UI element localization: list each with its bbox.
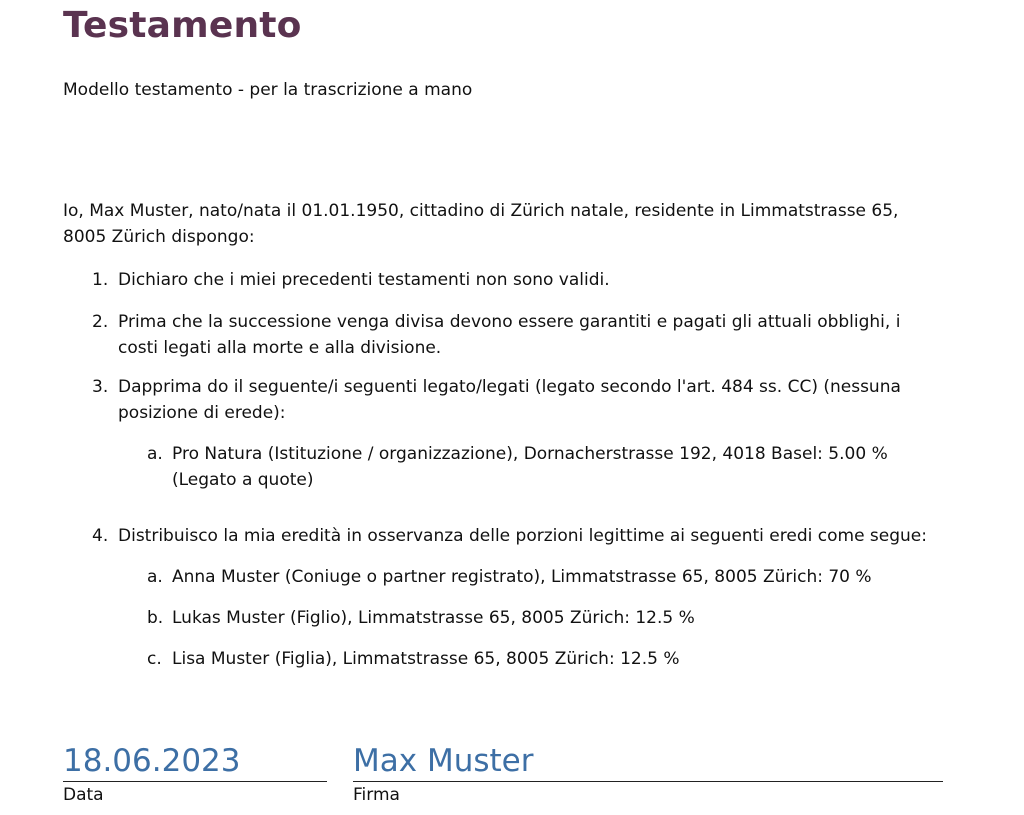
clause-2 (92, 309, 942, 361)
clause-1 (92, 267, 942, 293)
clause-4-sub-a (147, 564, 907, 590)
date-label: Data (63, 785, 104, 805)
name-signature-line (353, 781, 943, 782)
document-title: Testamento (63, 5, 302, 46)
clause-number: 3. (92, 377, 109, 397)
sub-clause-letter: b. (147, 608, 164, 628)
clause-number: 1. (92, 270, 109, 290)
clause-3-sub-a (147, 441, 907, 493)
clause-text: Dapprima do il seguente/i seguenti legato/legati (legato secondo l'art. 484 ss. CC) (nessuna posizione di erede): (118, 377, 901, 423)
clause-text: Prima che la successione venga divisa devono essere garantiti e pagati gli attuali obblighi, i costi legati alla morte e alla divisione. (118, 312, 901, 358)
signature-label: Firma (353, 785, 400, 805)
sub-clause-letter: c. (147, 649, 162, 669)
clause-4-sub-c (147, 646, 907, 672)
sub-clause-letter: a. (147, 567, 163, 587)
clause-text: Dichiaro che i miei precedenti testamenti non sono validi. (118, 270, 610, 290)
signature-date-value: 18.06.2023 (63, 743, 241, 779)
sub-clause-text: Anna Muster (Coniuge o partner registrato), Limmatstrasse 65, 8005 Zürich: 70 % (172, 567, 872, 587)
clause-number: 2. (92, 312, 109, 332)
date-signature-line (63, 781, 327, 782)
sub-clause-text: Lisa Muster (Figlia), Limmatstrasse 65, 8005 Zürich: 12.5 % (172, 649, 680, 669)
sub-clause-text: Lukas Muster (Figlio), Limmatstrasse 65, 8005 Zürich: 12.5 % (172, 608, 695, 628)
intro-paragraph: Io, Max Muster, nato/nata il 01.01.1950, cittadino di Zürich natale, residente in Limmatstrasse 65, 8005 Zürich dispongo: (63, 201, 899, 247)
document-subtitle: Modello testamento - per la trascrizione a mano (63, 80, 473, 100)
clause-4 (92, 523, 942, 549)
clause-text: Distribuisco la mia eredità in osservanza delle porzioni legittime ai seguenti eredi come segue: (118, 526, 927, 546)
sub-clause-letter: a. (147, 444, 163, 464)
signature-name-value: Max Muster (353, 743, 534, 779)
clause-number: 4. (92, 526, 109, 546)
clause-3 (92, 374, 942, 426)
clause-4-sub-b (147, 605, 907, 631)
sub-clause-text: Pro Natura (Istituzione / organizzazione), Dornacherstrasse 192, 4018 Basel: 5.00 % (Legato a quote) (172, 444, 888, 490)
